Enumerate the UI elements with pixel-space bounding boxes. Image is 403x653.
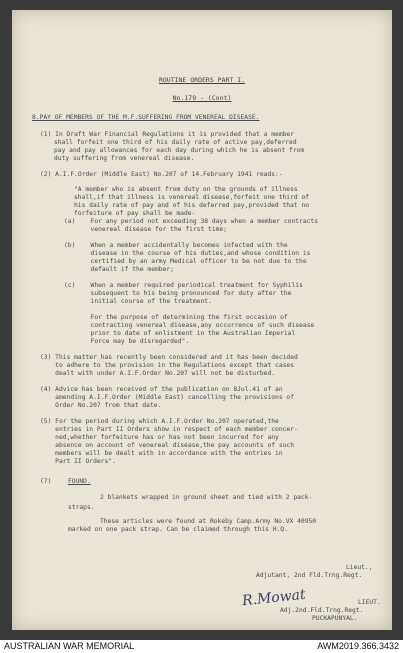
para-1-line: pay and pay allowances for each day during which he is absent from [54,147,305,154]
para-3-line: (3) This matter has recently been considered and it has been decided [40,354,298,361]
para-4-line: amending A.I.F.Order (Middle East) cancelling the provisions of [40,394,295,401]
para-5-line: absence on account of venereal disease,the pay accounts of such [40,442,295,449]
clause-b-line: disease in the course of his duties,and whose condition is [64,250,311,257]
para-1-line: duty suffering from venereal disease. [54,155,195,162]
para-2-line: (2) A.I.F.Order (Middle East) No.207 of 14.February 1941 reads:- [40,171,283,178]
para-7-line: 2 blankets wrapped in ground sheet and tied with 2 pack- [100,494,313,501]
clause-a-line: (a) For any period not exceeding 38 days when a member contracts [64,218,319,225]
clause-c-line: initial course of the treatment. [64,298,212,305]
clause-b-line: default if the member; [64,266,174,273]
para-7-line: marked on one pack strap. Can be claimed through this H.Q. [68,526,288,533]
clause-b-line: (b) When a member accidentally becomes infected with the [64,242,288,249]
quote-line: forfeiture of pay shall be made- [74,210,196,217]
para-1-line: (1) In Draft War Financial Regulations it is provided that a member [40,131,295,138]
quote-line: "A member who is absent from duty on the grounds of illness [74,186,298,193]
clause-a-line: venereal disease for the first time; [64,226,228,233]
clause-b-line: certified by an army Medical officer to be not due to the [64,258,307,265]
para-5-line: entries in Part II Orders show in respect of each member concer- [40,426,298,433]
para-4-line: (4) Advice has been received of the publication on 8Jul.41 of an [40,386,283,393]
stamp-rank: LIEUT. [358,599,381,606]
clause-d-line: contracting venereal disease,any occurrence of such disease [64,322,315,329]
para-4-line: Order No.207 from that date. [40,402,162,409]
document-page [12,10,392,630]
clause-d-line: For the purpose of determining the first occasion of [64,314,288,321]
section-heading: 8.PAY OF MEMBERS OF THE M.F.SUFFERING FROM VENEREAL DISEASE. [32,114,260,121]
stamp-unit: Adj.2nd.Fld.Trng.Regt. [280,607,364,614]
quote-line: shall,if that illness is venereal disease,forfeit one third of [74,194,310,201]
handwritten-signature: R.Mowat [241,586,307,610]
document-title: ROUTINE ORDERS PART I. [158,76,246,84]
para-1-line: shall forfeit one third of his daily rate of active pay,deferred [54,139,297,146]
para-5-line: (5) For the period during which A.I.F.Order No.207 operated,the [40,418,279,425]
clause-c-line: subsequent to his being pronounced for duty after the [64,290,292,297]
clause-d-line: Force may be disregarded". [64,338,190,345]
para-3-line: dealt with under A.I.F.Order No.207 will not be disturbed. [40,370,276,377]
para-3-line: to adhere to the provision in the Regulations except that cases [40,362,295,369]
para-7-line: These articles were found at Rokeby Camp.Army No.VX 40950 [100,518,317,525]
footer-accession-number: AWM2019.366.3432 [317,641,399,651]
archive-footer [0,640,403,653]
signature-title: Adjutant, 2nd Fld.Trng.Regt. [256,572,363,579]
para-7-number: (7) [40,478,52,485]
order-number: No.179 - (Cont) [172,94,232,102]
clause-c-line: (c) When a member required periodical treatment for Syphilis [64,282,303,289]
stamp-location: PUCKAPUNYAL. [312,615,358,622]
para-5-line: Part II Orders". [40,458,116,465]
para-7-heading: FOUND. [68,478,91,485]
signature-rank: Lieut., [346,564,373,571]
para-5-line: members will be dealt with in accordance with the entries in [40,450,283,457]
footer-institution: AUSTRALIAN WAR MEMORIAL [4,641,135,651]
para-7-line: straps. [68,504,95,511]
para-5-line: ned,whether forfeiture has or has not been incurred for any [40,434,279,441]
clause-d-line: prior to date of enlistment in the Australian Imperial [64,330,296,337]
quote-line: his daily rate of pay and of his deferred pay,provided that no [74,202,310,209]
